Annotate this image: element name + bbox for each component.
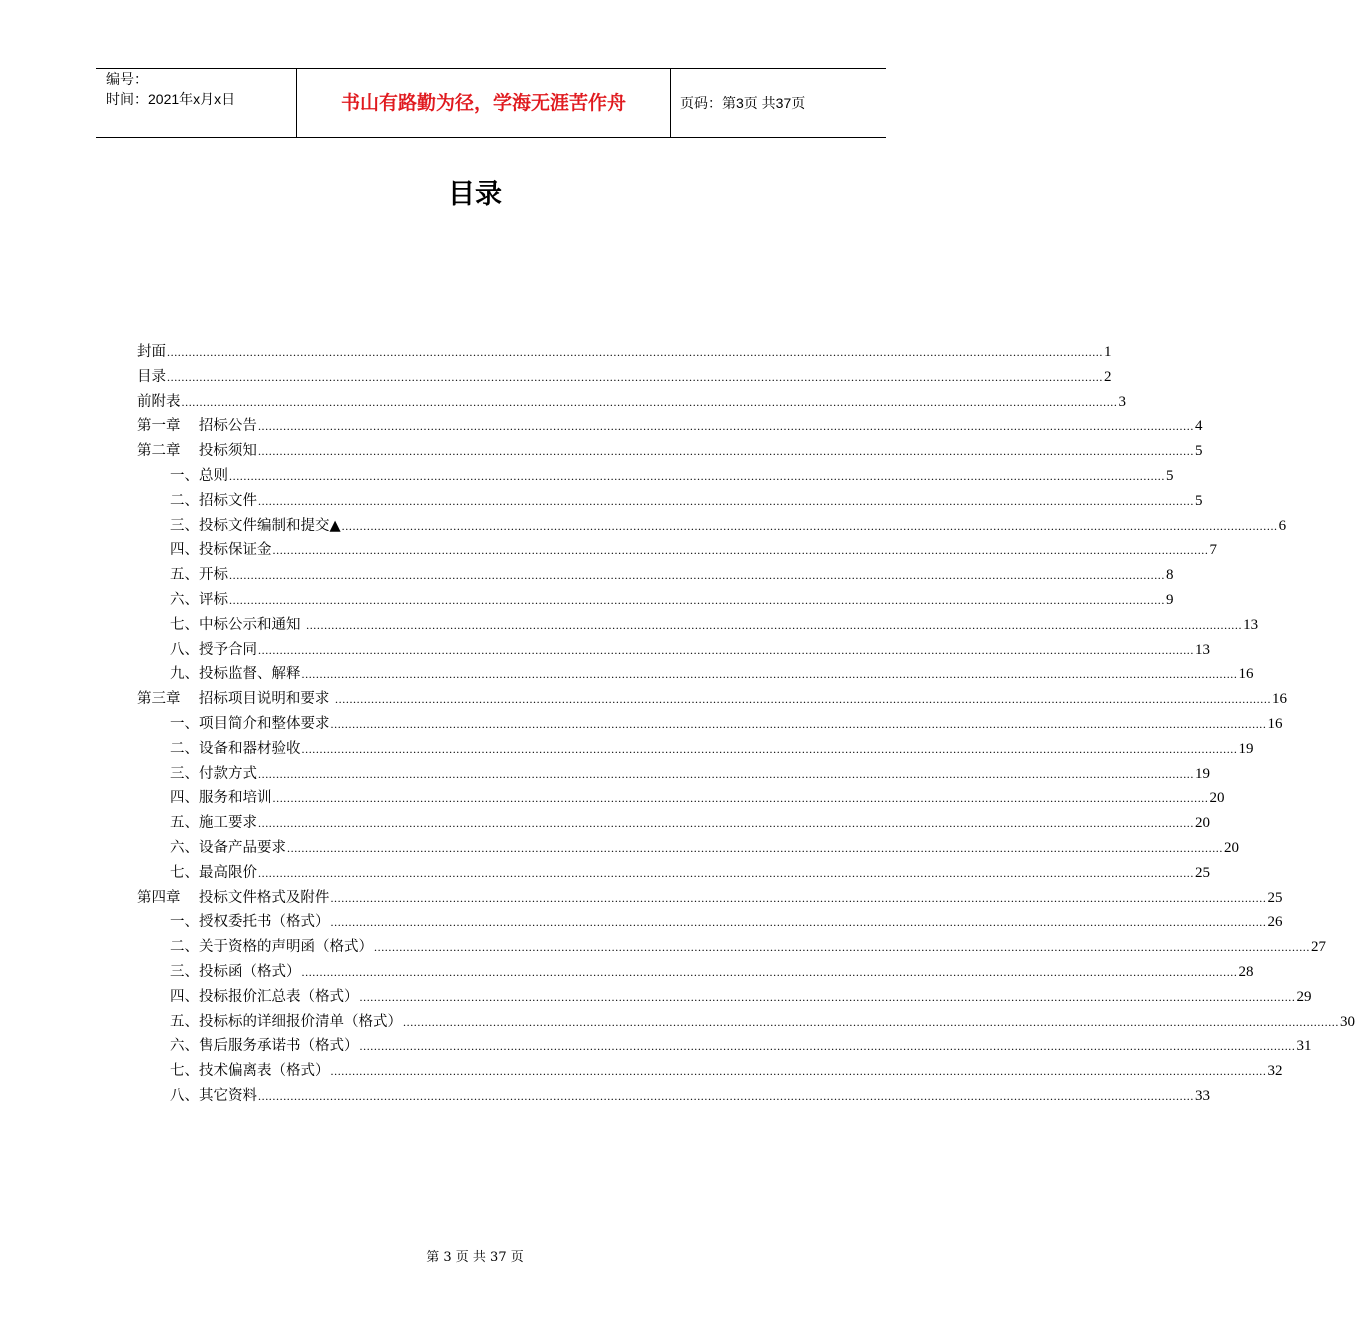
toc-entry[interactable] [137,414,1203,439]
toc-entry-title: 前附表 [137,393,181,410]
toc-entry-page: 5 [1194,443,1203,460]
toc-entry-page: 20 [1224,839,1239,856]
toc-leader-dots: .................................................................................................................................................................................................................................................................... [330,890,1267,905]
toc-entry-page: 20 [1209,790,1225,807]
header-page-info: 页码：第3页 共37页 [680,95,806,111]
toc-entry-page: 25 [1195,864,1210,881]
toc-entry-title: 三、付款方式 [170,765,257,782]
toc-entry[interactable] [137,365,1112,390]
toc-entry-page: 2 [1104,368,1112,385]
toc-entry[interactable] [137,588,1174,613]
page-footer: 第 3 页 共 37 页 [426,1250,524,1265]
toc-entry[interactable] [137,811,1210,836]
toc-leader-dots: .................................................................................................................................................................................................................................................................... [301,964,1238,979]
toc-entry-title: 八、授予合同 [170,641,257,658]
toc-entry[interactable] [137,489,1203,514]
toc-entry-title: 六、评标 [170,591,228,608]
toc-entry-page: 25 [1267,889,1283,906]
toc-entry-page: 27 [1311,939,1326,956]
toc-entry-title: 一、项目简介和整体要求 [170,715,330,732]
toc-entry[interactable] [137,985,1312,1010]
toc-entry[interactable] [137,1034,1312,1059]
toc-leader-dots: .................................................................................................................................................................................................................................................................... [330,716,1267,731]
toc-entry-title: 第二章 投标须知 [137,443,257,460]
toc-entry[interactable] [137,737,1254,762]
toc-entry-title: 七、最高限价 [170,864,257,881]
toc-leader-dots: .................................................................................................................................................................................................................................................................... [258,766,1194,781]
toc-entry-page: 33 [1195,1087,1210,1104]
header-meta [96,69,296,137]
toc-entry-page: 1 [1104,344,1112,360]
toc-entry-title: 四、投标报价汇总表（格式） [170,988,359,1005]
toc-entry-title: 九、投标监督、解释 [170,666,301,683]
toc-leader-dots: .................................................................................................................................................................................................................................................................... [272,543,1209,558]
toc-entry-page: 13 [1195,641,1210,658]
toc-entry-page: 29 [1296,988,1312,1005]
toc-entry[interactable] [137,638,1210,663]
toc-entry-title: 五、施工要求 [170,815,257,832]
toc-entry-page: 8 [1166,567,1174,584]
toc-entry[interactable] [137,910,1283,935]
toc-leader-dots: .................................................................................................................................................................................................................................................................... [403,1014,1339,1029]
toc-entry[interactable] [137,514,1287,539]
toc-entry[interactable] [137,687,1288,712]
toc-entry[interactable] [137,538,1217,563]
toc-leader-dots: .................................................................................................................................................................................................................................................................... [335,692,1272,707]
toc-entry-title: 四、服务和培训 [170,790,272,807]
toc-entry-title: 第四章 投标文件格式及附件 [137,889,330,906]
toc-entry-title: 六、售后服务承诺书（格式） [170,1038,359,1055]
toc-leader-dots: .................................................................................................................................................................................................................................................................... [258,642,1194,657]
toc-entry[interactable] [137,340,1112,365]
toc-entry-title: 四、投标保证金 [170,542,272,559]
toc-leader-dots: .................................................................................................................................................................................................................................................................... [306,617,1243,632]
toc-entry-title: 五、投标标的详细报价清单（格式） [170,1013,402,1030]
toc-leader-dots: .................................................................................................................................................................................................................................................................... [258,816,1194,831]
toc-leader-dots: .................................................................................................................................................................................................................................................................... [257,419,1194,434]
toc-entry-title: 二、设备和器材验收 [170,740,301,757]
header-motto: 书山有路勤为径，学海无涯苦作舟 [296,69,671,137]
toc-leader-dots: .................................................................................................................................................................................................................................................................... [301,741,1238,756]
toc-entry[interactable] [137,1010,1355,1035]
toc-entry-title: 六、设备产品要求 [170,839,286,856]
toc-leader-dots: .................................................................................................................................................................................................................................................................... [330,915,1267,930]
toc-entry[interactable] [137,1084,1210,1109]
toc-entry-title: 第三章 招标项目说明和要求 [137,691,335,708]
toc-leader-dots: .................................................................................................................................................................................................................................................................... [287,840,1223,855]
toc-entry-title: 目录 [137,368,166,385]
toc-entry[interactable] [137,662,1254,687]
toc-entry-page: 32 [1267,1063,1283,1080]
toc-entry-page: 16 [1267,715,1283,732]
toc-entry-title: 第一章 招标公告 [137,418,257,435]
toc-leader-dots: .................................................................................................................................................................................................................................................................... [229,592,1165,607]
toc-entry-title: 三、投标文件编制和提交▲ [170,517,341,534]
toc-leader-dots: .................................................................................................................................................................................................................................................................... [181,394,1118,409]
toc-leader-dots: .................................................................................................................................................................................................................................................................... [167,345,1103,359]
toc-leader-dots: .................................................................................................................................................................................................................................................................... [257,444,1194,459]
toc-entry[interactable] [137,390,1126,415]
toc-leader-dots: .................................................................................................................................................................................................................................................................... [258,1088,1194,1103]
date-text: 时间：2021年x月x日 [106,91,236,107]
toc-entry[interactable] [137,762,1210,787]
toc-leader-dots: .................................................................................................................................................................................................................................................................... [167,369,1103,384]
toc-leader-dots: .................................................................................................................................................................................................................................................................... [330,1064,1267,1079]
toc-leader-dots: .................................................................................................................................................................................................................................................................... [301,667,1238,682]
toc-entry[interactable] [137,439,1203,464]
toc-entry-page: 16 [1272,691,1288,708]
toc-entry-page: 16 [1238,666,1254,683]
toc-leader-dots: .................................................................................................................................................................................................................................................................... [258,865,1194,880]
toc-leader-dots: .................................................................................................................................................................................................................................................................... [374,940,1310,955]
toc-entry-page: 19 [1238,740,1254,757]
toc-entry[interactable] [137,786,1225,811]
toc-entry-page: 5 [1195,492,1203,509]
toc-leader-dots: .................................................................................................................................................................................................................................................................... [359,989,1296,1004]
toc-leader-dots: .................................................................................................................................................................................................................................................................... [258,493,1194,508]
toc-entry-title: 三、投标函（格式） [170,963,301,980]
toc-entry-title: 二、关于资格的声明函（格式） [170,939,373,956]
table-of-contents [137,340,1355,1109]
toc-entry-title: 一、总则 [170,467,228,484]
toc-entry-title: 八、其它资料 [170,1087,257,1104]
toc-entry-title: 一、授权委托书（格式） [170,914,330,931]
toc-entry[interactable] [137,712,1283,737]
toc-entry-page: 20 [1195,815,1210,832]
toc-entry-title: 五、开标 [170,567,228,584]
toc-leader-dots: .................................................................................................................................................................................................................................................................... [229,468,1165,483]
toc-leader-dots: .................................................................................................................................................................................................................................................................... [272,791,1209,806]
toc-leader-dots: .................................................................................................................................................................................................................................................................... [359,1039,1296,1054]
toc-entry-page: 9 [1166,591,1174,608]
toc-entry[interactable] [137,563,1174,588]
toc-entry[interactable] [137,886,1283,911]
serial-number-label: 编号： [106,71,148,87]
toc-entry-page: 19 [1195,765,1210,782]
toc-entry[interactable] [137,861,1210,886]
toc-entry-page: 28 [1238,963,1254,980]
toc-leader-dots: .................................................................................................................................................................................................................................................................... [229,568,1165,583]
toc-entry-page: 5 [1166,467,1174,484]
toc-entry[interactable] [137,960,1254,985]
toc-entry[interactable] [137,464,1174,489]
toc-entry-page: 30 [1340,1013,1355,1030]
toc-entry-title: 封面 [137,344,166,360]
toc-leader-dots: .................................................................................................................................................................................................................................................................... [341,518,1278,533]
toc-entry[interactable] [137,836,1239,861]
toc-entry[interactable] [137,935,1326,960]
toc-entry-page: 26 [1267,914,1283,931]
toc-entry-title: 七、技术偏离表（格式） [170,1063,330,1080]
toc-entry-page: 31 [1296,1038,1312,1055]
toc-entry-title: 二、招标文件 [170,492,257,509]
document-title: 目录 [448,179,502,210]
toc-entry[interactable] [137,1059,1283,1084]
page-header [96,68,886,138]
toc-entry-page: 7 [1209,542,1217,559]
toc-entry-title: 七、中标公示和通知 [170,616,306,633]
toc-entry-page: 13 [1243,616,1259,633]
toc-entry[interactable] [137,613,1259,638]
toc-entry-page: 6 [1278,517,1287,534]
toc-entry-page: 3 [1118,393,1126,410]
toc-entry-page: 4 [1194,418,1203,435]
